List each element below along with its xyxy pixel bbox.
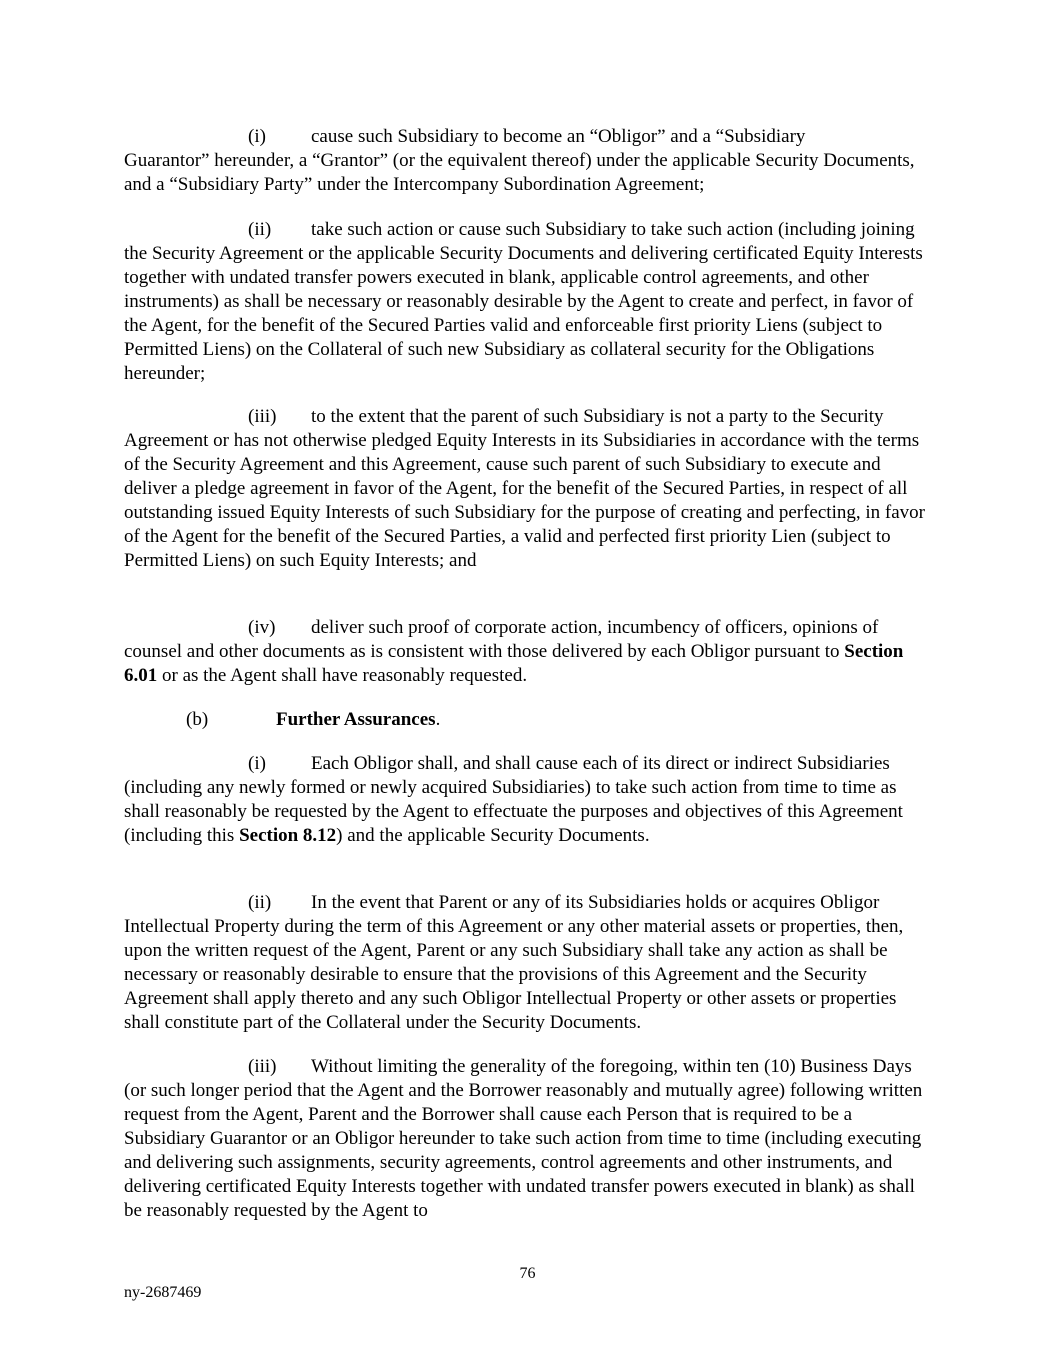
- clause-text: to the extent that the parent of such Subsidiary is not a party to the Security Agreement or has not otherwise pledged Equity Interests in its Subsidiaries in accordance with the terms of the Security Agreement and this Agreement, cause such parent of such Subsidiary to execute and deliver a pledge agreement in favor of the Agent, for the benefit of the Secured Parties, in respect of all outstanding issued Equity Interests of such Subsidiary for the purpose of creating and perfecting, in favor of the Agent for the benefit of the Secured Parties, a valid and perfected first priority Lien (subject to Permitted Liens) on such Equity Interests; and: [124, 406, 925, 571]
- clause-text-before: Each Obligor shall, and shall cause each of its direct or indirect Subsidiaries (including any newly formed or newly acquired Subsidiaries) to take such action from time to time as shall reasonably be requested by the Agent to effectuate the purposes and objectives of this Agreement (including this: [124, 753, 903, 846]
- clause-a-ii: [124, 218, 936, 386]
- clause-a-iii: [124, 405, 936, 573]
- section-b-heading: (b) Further Assurances.: [186, 709, 441, 730]
- page-number: 76: [519, 1265, 536, 1282]
- clause-number: (iv): [248, 617, 276, 638]
- clause-number: (i): [248, 126, 266, 147]
- clause-number: (iii): [248, 406, 277, 427]
- clause-a-i: [124, 125, 936, 197]
- clause-text: In the event that Parent or any of its Subsidiaries holds or acquires Obligor Intellectual Property during the term of this Agreement or any other material assets or properties, then, upon the written request of the Agent, Parent or any such Subsidiary shall take any action as shall be necessary or reasonably desirable to ensure that the provisions of this Agreement and the Security Agreement shall apply thereto and any such Obligor Intellectual Property or other assets or properties shall constitute part of the Collateral under the Security Documents.: [124, 892, 904, 1033]
- clause-b-iii: [124, 1055, 936, 1223]
- clause-text: Without limiting the generality of the foregoing, within ten (10) Business Days (or such longer period that the Agent and the Borrower reasonably and mutually agree) following written request from the Agent, Parent and the Borrower shall cause each Person that is required to be a Subsidiary Guarantor or an Obligor hereunder to take such action from time to time (including executing and delivering such assignments, security agreements, control agreements and other instruments, and delivering certificated Equity Interests together with undated transfer powers executed in blank) as shall be reasonably requested by the Agent to: [124, 1056, 923, 1221]
- clause-text: Guarantor” hereunder, a “Grantor” (or the equivalent thereof) under the applicable Security Documents, and a “Subsidiary Party” under the Intercompany Subordination Agreement;: [124, 150, 915, 195]
- document-id: ny-2687469: [124, 1284, 202, 1301]
- clause-number: (ii): [248, 892, 272, 913]
- clause-text-before: deliver such proof of corporate action, incumbency of officers, opinions of counsel and other documents as is consistent with those delivered by each Obligor pursuant to: [124, 617, 879, 662]
- clause-text-after: ) and the applicable Security Documents.: [336, 825, 650, 846]
- clause-number: (i): [248, 753, 266, 774]
- clause-text-line1: cause such Subsidiary to become an “Obligor” and a “Subsidiary: [311, 126, 806, 147]
- clause-number: (iii): [248, 1056, 277, 1077]
- clause-b-ii: [124, 891, 936, 1035]
- section-title: Further Assurances: [276, 709, 436, 730]
- clause-text: take such action or cause such Subsidiary to take such action (including joining the Security Agreement or the applicable Security Documents and delivering certificated Equity Interests together with undated transfer powers executed in blank, applicable control agreements, and other instruments) as shall be necessary or reasonably desirable by the Agent to create and perfect, in favor of the Agent, for the benefit of the Secured Parties valid and enforceable first priority Liens (subject to Permitted Liens) on the Collateral of such new Subsidiary as collateral security for the Obligations hereunder;: [124, 219, 923, 384]
- section-number: (b): [186, 709, 209, 730]
- clause-a-iv: [124, 616, 936, 688]
- section-reference: Section 8.12: [239, 825, 337, 846]
- clause-b-i: [124, 752, 936, 848]
- clause-number: (ii): [248, 219, 272, 240]
- section-reference: Section 6.01: [124, 641, 904, 686]
- clause-text-after: or as the Agent shall have reasonably requested.: [157, 665, 528, 686]
